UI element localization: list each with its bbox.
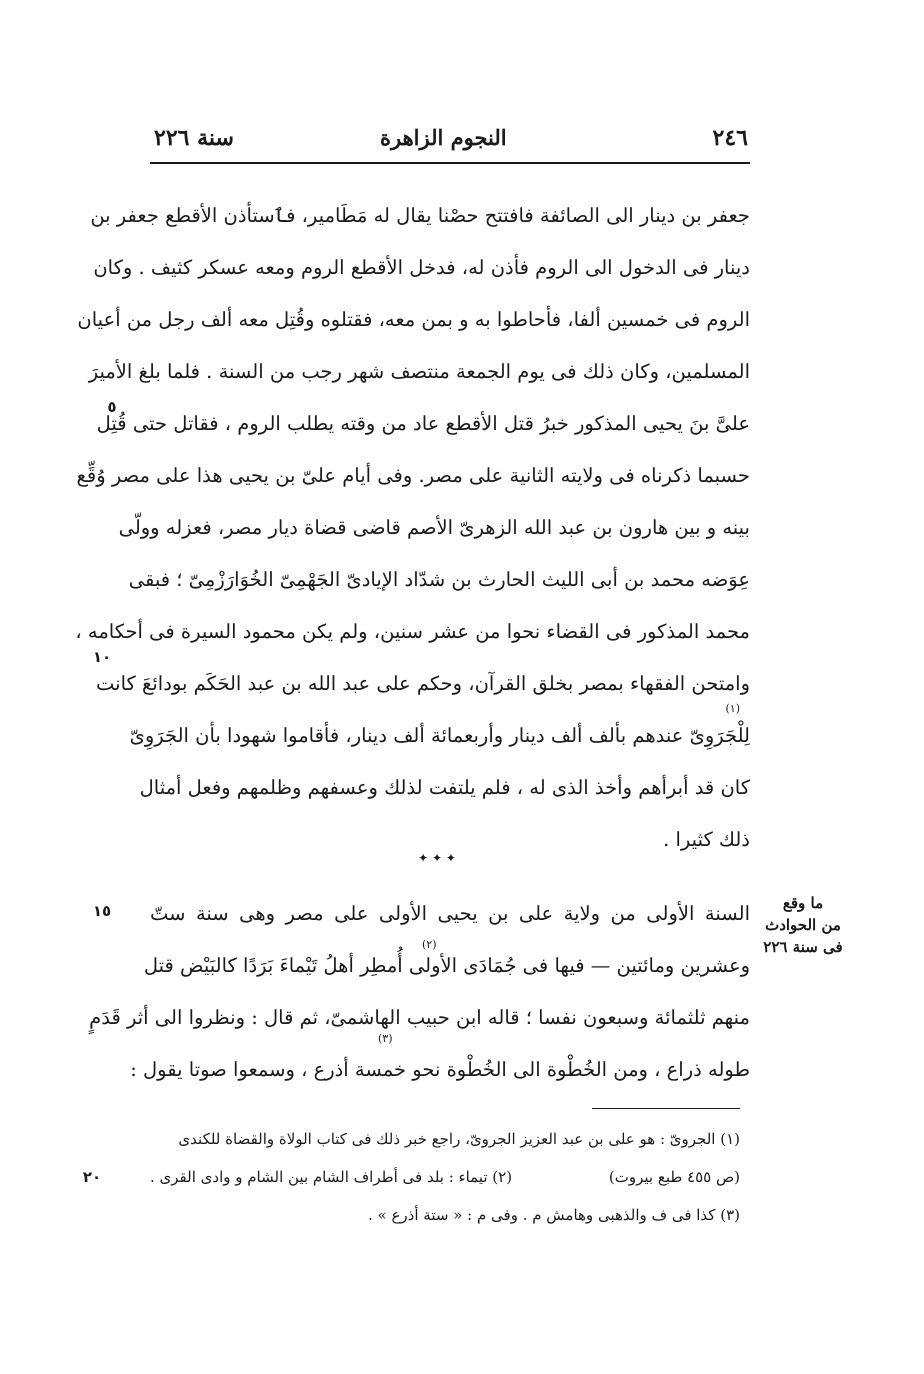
footnote-marker: (٢) bbox=[422, 938, 437, 951]
footnote-3: (٣) كذا فى ف والذهبى وهامش م . وفى م : « ستة أذرع » . bbox=[368, 1206, 740, 1224]
text-line: جعفر بن دينار الى الصائفة فافتتح حصْنا يقال له مَطَامير، فٱستأذن الأقطع جعفر بن bbox=[90, 204, 750, 227]
header-rule bbox=[150, 162, 750, 164]
line-number: ١٠ bbox=[92, 648, 112, 666]
text-line: دينار فى الدخول الى الروم فأذن له، فدخل الأقطع الروم ومعه عسكر كثيف . وكان bbox=[93, 256, 750, 279]
footnote-marker: (١) bbox=[725, 702, 740, 715]
footnote-1-continued: (ص ٤٥٥ طبع بيروت) bbox=[608, 1168, 740, 1186]
footnote-marker: (٣) bbox=[378, 1032, 393, 1045]
footnote-1: (١) الجروىّ : هو على بن عبد العزيز الجروىّ، راجع خبر ذلك فى كتاب الولاة والقضاة للكندى bbox=[178, 1130, 740, 1148]
text-line: الروم فى خمسين ألفا، فأحاطوا به و بمن معه، فقتلوه وقُتِل معه ألف رجل من أعيان bbox=[77, 308, 750, 331]
text-line-with-note bbox=[129, 702, 750, 762]
text-line: وامتحن الفقهاء بمصر بخلق القرآن، وحكم على عبد الله بن عبد الحَكَم بودائعَ كانت bbox=[96, 672, 750, 695]
text-line: عِوَضه محمد بن أبى الليث الحارث بن شدّاد الإيادىّ الجَهْمِىّ الخُوَارَزْمِىّ ؛ فبقى bbox=[128, 568, 750, 591]
text-line: علىَّ بنَ يحيى المذكور خبرُ قتل الأقطع عاد من وقته يطلب الروم ، فقاتل حتى قُتِل bbox=[96, 412, 750, 435]
footnote-rule bbox=[592, 1108, 740, 1109]
footnote-row bbox=[150, 1158, 740, 1196]
text-line: كان قد أبرأهم وأخذ الذى له ، فلم يلتفت لذلك وعسفهم وظلمهم وفعل أمثال bbox=[139, 776, 750, 799]
text-line: لِلْجَرَوِىّ عندهم بألف ألف دينار وأربعمائة ألف دينار، فأقاموا شهودا بأن الجَرَوِىّ bbox=[129, 724, 750, 747]
footnote-2: (٢) تيماء : بلد فى أطراف الشام بين الشام و وادى القرى . bbox=[150, 1168, 513, 1186]
running-header bbox=[150, 118, 750, 158]
section-ornament: ✦ ✦ ✦ bbox=[418, 851, 456, 865]
text-line: ذلك كثيرا . bbox=[663, 828, 750, 851]
text-line: السنة الأولى من ولاية على بن يحيى الأولى على مصر وهى سنة ستّ bbox=[150, 902, 750, 925]
text-line: منهم ثلثمائة وسبعون نفسا ؛ قاله ابن حبيب الهاشمىّ، ثم قال : ونظروا الى أثر قَدَمٍ bbox=[89, 1006, 750, 1029]
text-line: محمد المذكور فى القضاء نحوا من عشر سنين، ولم يكن محمود السيرة فى أحكامه ، bbox=[75, 620, 750, 643]
text-line: بينه و بين هارون بن عبد الله الزهرىّ الأصم قاضى قضاة ديار مصر، فعزله وولّى bbox=[118, 516, 750, 539]
text-line: حسبما ذكرناه فى ولايته الثانية على مصر. وفى أيام علىّ بن يحيى هذا على مصر وُقِّع bbox=[76, 464, 750, 487]
text-line: طوله ذراع ، ومن الخُطْوة الى الخُطْوة نحو خمسة أذرع ، وسمعوا صوتا يقول : bbox=[130, 1058, 750, 1081]
text-line: وعشرين ومائتين — فيها فى جُمَادَى الأولى أُمطِر أهلُ تَيْماءَ بَرَدًا كالبَيْض قتل bbox=[143, 954, 750, 977]
book-title: النجوم الزاهرة bbox=[380, 125, 507, 150]
page-number: ٢٤٦ bbox=[712, 125, 748, 151]
line-number: ٥ bbox=[107, 398, 117, 416]
margin-note-line: ما وقع bbox=[782, 894, 824, 912]
margin-note-line: فى سنة ٢٢٦ bbox=[763, 938, 843, 956]
line-number: ١٥ bbox=[92, 902, 112, 920]
margin-note-line: من الحوادث bbox=[765, 916, 841, 934]
year-heading: سنة ٢٢٦ bbox=[154, 125, 234, 151]
footnotes bbox=[150, 1120, 740, 1234]
text-line: المسلمين، وكان ذلك فى يوم الجمعة منتصف شهر رجب من السنة . فلما بلغ الأميرَ bbox=[88, 360, 750, 383]
line-number: ٢٠ bbox=[82, 1168, 102, 1186]
